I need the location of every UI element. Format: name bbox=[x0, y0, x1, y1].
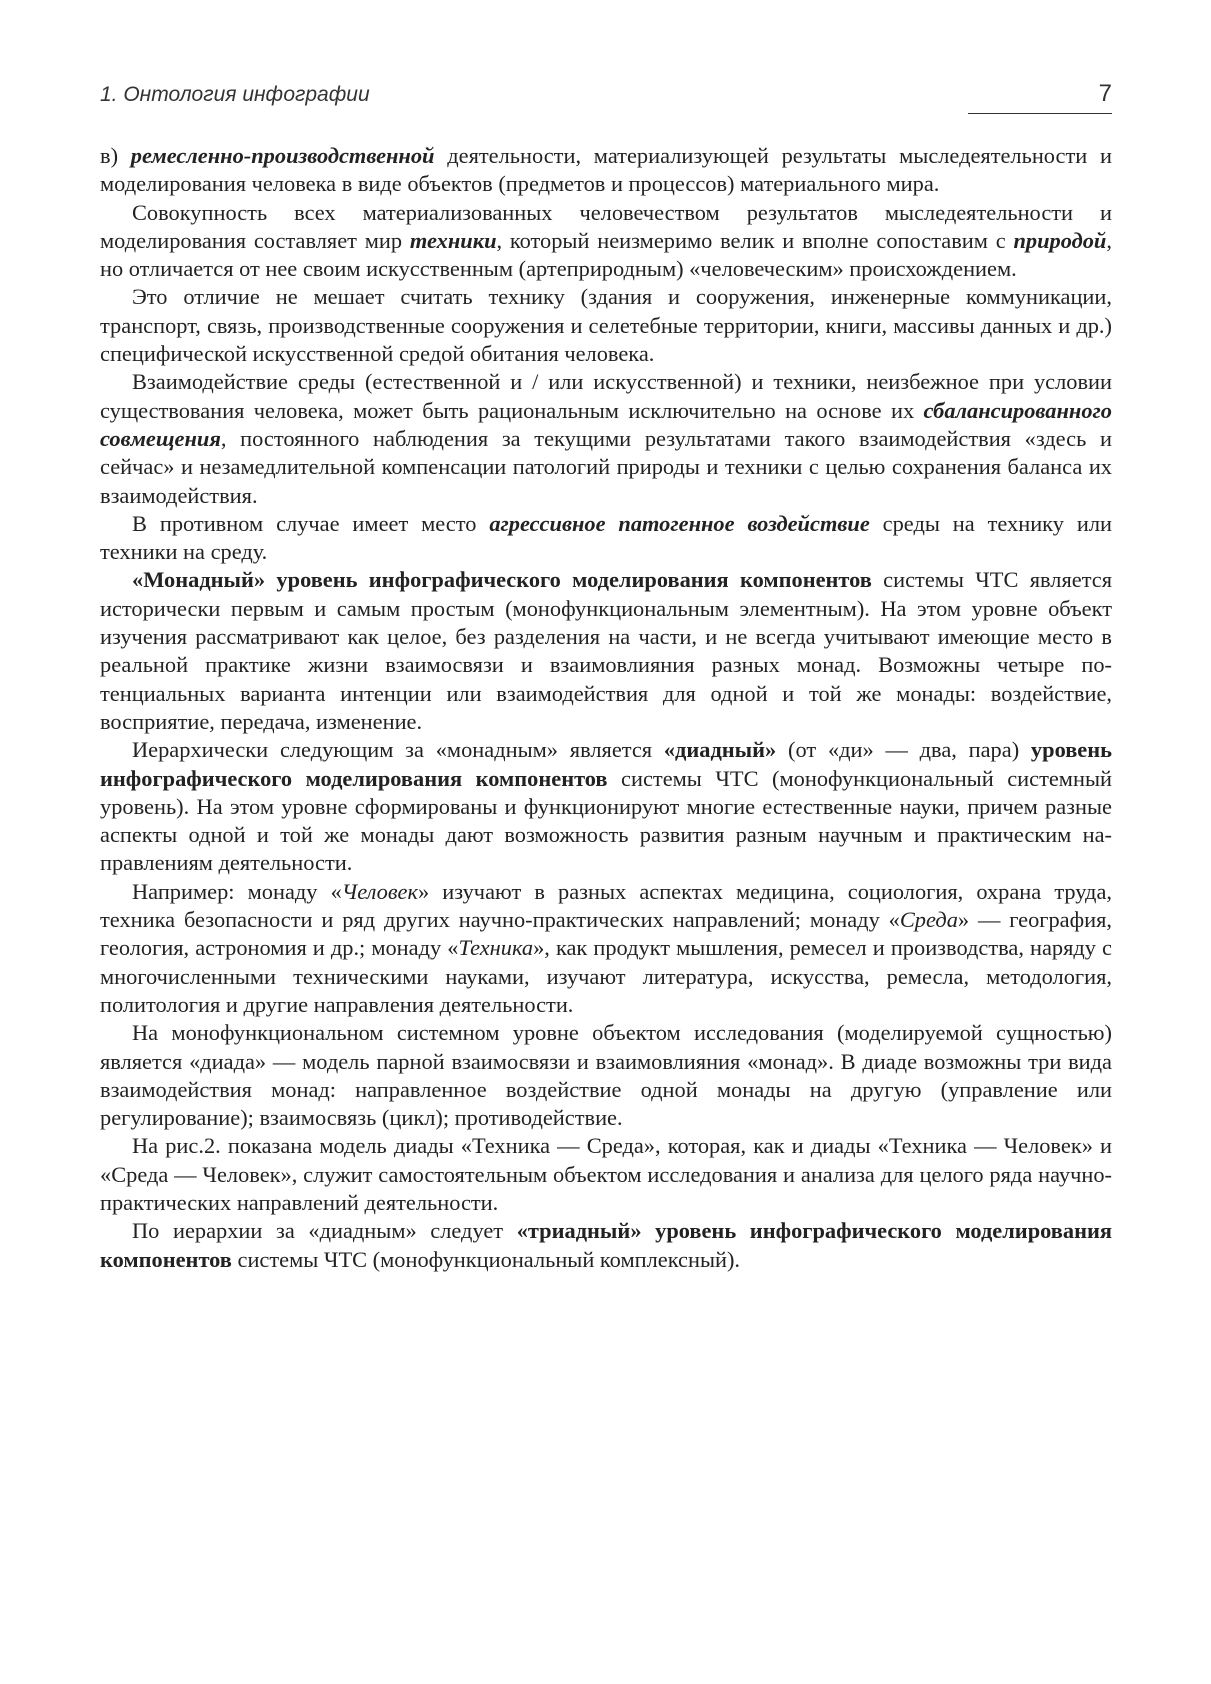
italic-term: Человек bbox=[341, 878, 418, 904]
paragraph: Иерархически следующим за «монадным» является «диадный» (от «ди» — два, пара) уровень инфографического моделирования компонентов системы ЧТС (монофункциональный системный уровень). На этом уровне сформированы и функционируют многие естественные науки, причем разные аспекты одной и той же монады дают возможность развития разным научным и практическим направлениям деятельности. bbox=[100, 737, 1112, 876]
bold-term: уровень инфографического моделирования компонентов bbox=[100, 737, 1112, 791]
bold-term: «триадный» уровень инфографического моделирования компонентов bbox=[100, 1218, 1113, 1272]
emphasis: сбалансированного совмещения bbox=[100, 397, 1112, 451]
emphasis: природой bbox=[1013, 227, 1107, 253]
page-header bbox=[100, 80, 1112, 116]
paragraph: Совокупность всех материализованных человечеством результатов мыследеятельности и моделирования составляет мир техники, который неизмеримо велик и вполне сопоставим с природой, но отличается от нее своим искусственным (артеприродным) «человеческим» происхождением. bbox=[100, 199, 1112, 282]
paragraph: На рис.2. показана модель диады «Техника — Среда», которая, как и диады «Техника — Человек» и «Среда — Человек», служит самостоятельным объектом исследования и анализа для целого ряда научно-практических направлений деятельности. bbox=[100, 1133, 1112, 1215]
paragraph: На монофункциональном системном уровне объектом исследования (моделируемой сущностью) является «диада» — модель парной взаимосвязи и взаимовлияния «монад». В диаде возможны три вида взаимодействия монад: направленное воздействие одной монады на другую (управление или регулирование); взаимосвязь (цикл); противодействие. bbox=[100, 1020, 1112, 1131]
paragraph: в) ремесленно-производственной деятельности, материализующей результаты мыследеятельности и моделирования человека в виде объектов (предметов и процессов) материального мира. bbox=[100, 143, 1112, 197]
emphasis: ремесленно-производственной bbox=[130, 143, 435, 168]
bold-term: «диадный» bbox=[663, 737, 777, 763]
italic-term: Техника bbox=[458, 935, 534, 961]
running-title: 1. Онтология инфографии bbox=[100, 83, 370, 106]
paragraph: Например: монаду «Человек» изучают в разных аспектах медицина, социология, охрана труда, техника безопасности и ряд других научно-практических направлений; монаду «Среда» — география, геология, астрономия и др.; монаду «Техника», как продукт мышления, ремесел и производства, наряду с многочисленными техническими науками, изучают литература, искусства, ремесла, методология, политология и другие направления деятельности. bbox=[100, 878, 1112, 1017]
paragraph: В противном случае имеет место агрессивное патогенное воздействие среды на технику или техники на среду. bbox=[100, 510, 1112, 565]
paragraph: Это отличие не мешает считать технику (здания и сооружения, инженерные коммуникации, транспорт, связь, производственные сооружения и селетебные территории, книги, массивы данных и др.) специфической искусственной средой обитания человека. bbox=[100, 284, 1112, 367]
paragraph: «Монадный» уровень инфографического моделирования компонентов системы ЧТС является исторически первым и самым простым (монофункциональным элементным). На этом уровне объект изучения рассматривают как целое, без разделения на части, и не всегда учитывают имеющие место в реальной практике жизни взаимосвязи и взаимовлияния разных монад. Возможны четыре потенциальных варианта интенции или взаимодействия для одной и той же монады: воздействие, восприятие, передача, изменение. bbox=[100, 567, 1112, 734]
paragraph: Взаимодействие среды (естественной и / или искусственной) и техники, неизбежное при условии существования человека, может быть рациональным исключительно на основе их сбалансированного совмещения, постоянного наблюдения за текущими результатами такого взаимодействия «здесь и сейчас» и незамедлительной компенсации патологий природы и техники с целью сохранения баланса их взаимодействия. bbox=[100, 369, 1112, 508]
body-text bbox=[100, 142, 1112, 1274]
italic-term: Среда bbox=[899, 907, 958, 933]
page-number: 7 bbox=[1098, 80, 1112, 107]
paragraph: По иерархии за «диадным» следует «триадный» уровень инфографического моделирования компонентов системы ЧТС (монофункциональный комплексный). bbox=[100, 1218, 1113, 1272]
emphasis: техники bbox=[409, 227, 497, 253]
header-rule bbox=[968, 113, 1112, 114]
emphasis: агрессивное патогенное воздействие bbox=[489, 510, 870, 536]
bold-term: «Монадный» уровень инфографического моделирования компонентов bbox=[132, 567, 872, 593]
